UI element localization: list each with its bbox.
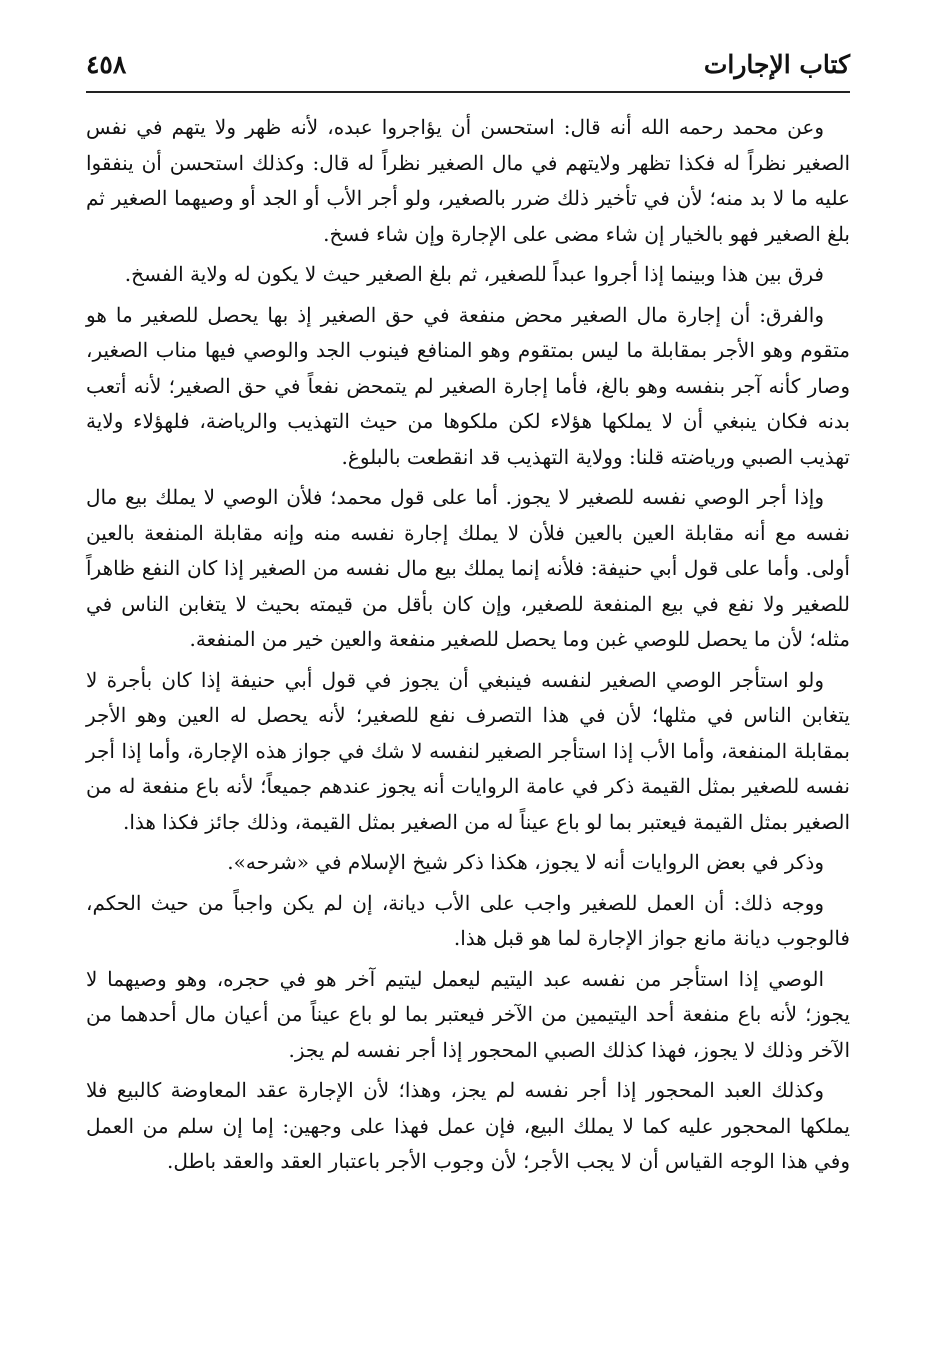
page-number: ٤٥٨	[86, 50, 127, 79]
book-title: كتاب الإجارات	[703, 50, 850, 79]
paragraph: وإذا أجر الوصي نفسه للصغير لا يجوز. أما على قول محمد؛ فلأن الوصي لا يملك بيع مال نفسه مع أنه مقابلة العين بالعين فلأن لا يملك إجارة نفسه منه وإنه مقابلة المنفعة بالعين أولى. وأما على قول أبي حنيفة: فلأنه إنما يملك بيع مال نفسه من الصغير إذا كان النفع ظاهراً للصغير ولا نفع في بيع المنفعة للصغير، وإن كان بأقل من قيمته بحيث لا يتغابن الناس في مثله؛ لأن ما يحصل للوصي غبن وما يحصل للصغير منفعة والعين خير من المنفعة.	[86, 485, 850, 651]
paragraph: والفرق: أن إجارة مال الصغير محض منفعة في حق الصغير إذ بها يحصل للصغير ما هو متقوم وهو الأجر بمقابلة ما ليس بمتقوم وهو المنافع فينوب الجد والوصي فيها مناب الصغير، وصار كأنه آجر بنفسه وهو بالغ، فأما إجارة الصغير لم يتمحض نفعاً في حق الصغير؛ لأنه أتعب بدنه فكان ينبغي أن لا يملكها هؤلاء لكن ملكوها من حيث التهذيب والرياضة، فلهؤلاء ولاية تهذيب الصبي ورياضته قلنا: وولاية التهذيب قد انقطعت بالبلوغ.	[86, 302, 850, 469]
header-divider	[86, 91, 850, 93]
paragraph: وذكر في بعض الروايات أنه لا يجوز، هكذا ذكر شيخ الإسلام في «شرحه».	[227, 850, 824, 874]
paragraph: وكذلك العبد المحجور إذا أجر نفسه لم يجز، وهذا؛ لأن الإجارة عقد المعاوضة كالبيع فلا يملكها المحجور عليه كما لا يملك البيع، فإن عمل فهذا على وجهين: إما إن سلم من العمل وفي هذا الوجه القياس أن لا يجب الأجر؛ لأن وجوب الأجر باعتبار العقد والعقد باطل.	[86, 1078, 850, 1173]
paragraph: فرق بين هذا وبينما إذا أجروا عبداً للصغير، ثم بلغ الصغير حيث لا يكون له ولاية الفسخ.	[124, 262, 824, 286]
paragraph: ولو استأجر الوصي الصغير لنفسه فينبغي أن يجوز في قول أبي حنيفة إذا كان بأجرة لا يتغابن الناس في مثلها؛ لأن في هذا التصرف نفع للصغير؛ لأنه يحصل له العين وهو الأجر بمقابلة المنفعة، وأما الأب إذا استأجر الصغير لنفسه لا شك في جواز هذه الإجارة، وأما إذا أجر نفسه للصغير بمثل القيمة ذكر في عامة الروايات أنه يجوز عندهم جميعاً؛ لأنه باع منفعة له من الصغير بمثل القيمة فيعتبر بما لو باع عيناً له من الصغير بمثل القيمة، وذلك جائز فكذا هذا.	[86, 667, 850, 834]
paragraph: وعن محمد رحمه الله أنه قال: استحسن أن يؤاجروا عبده، لأنه ظهر ولا يتهم في نفس الصغير نظراً له فكذا تظهر ولايتهم في مال الصغير نظراً له قال: وكذلك استحسن أن ينفقوا عليه ما لا بد منه؛ لأن في تأخير ذلك ضرر بالصغير، ولو أجر الأب أو الجد أو وصيهما الصغير ثم بلغ الصغير فهو بالخيار إن شاء مضى على الإجارة وإن شاء فسخ.	[86, 115, 850, 246]
body-text	[86, 110, 850, 1185]
paragraph: ووجه ذلك: أن العمل للصغير واجب على الأب ديانة، إن لم يكن واجباً من حيث الحكم، فالوجوب ديانة مانع جواز الإجارة لما هو قبل هذا.	[86, 890, 850, 950]
paragraph: الوصي إذا استأجر من نفسه عبد اليتيم ليعمل ليتيم آخر هو في حجره، وهو وصيهما لا يجوز؛ لأنه باع منفعة أحد اليتيمين من الآخر فيعتبر بما لو باع عيناً من أعيان مال أحدهما من الآخر وذلك لا يجوز، فهذا كذلك الصبي المحجور إذا أجر نفسه لم يجز.	[86, 966, 850, 1062]
page-header	[86, 44, 850, 90]
